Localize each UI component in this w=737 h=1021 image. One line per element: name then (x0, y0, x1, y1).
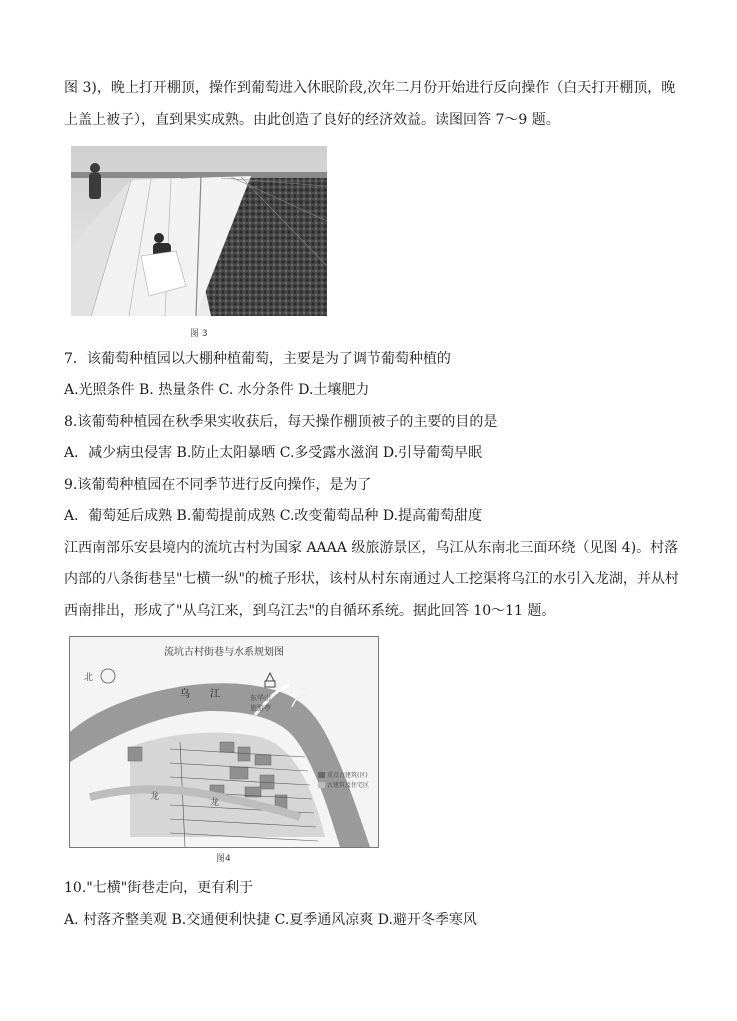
figure-4-caption: 图4 (216, 854, 231, 864)
legend-key-buildings: 重点古建筑(区) (327, 772, 368, 779)
question-8-stem: 8.该葡萄种植园在秋季果实收获后，每天操作棚顶被子的主要的目的是 (64, 414, 498, 430)
north-label: 北 (84, 673, 94, 683)
passage-2-line-3: 西南排出，形成了"从乌江来，到乌江去"的自循环系统。据此回答 10～11 题。 (64, 603, 556, 619)
passage-2-line-2: 内部的八条街巷呈"七横一纵"的梳子形状，该村从村东南通过人工挖渠将乌江的水引入龙湖，并从村 (64, 571, 679, 587)
intro-line-1: 图 3)，晚上打开棚顶，操作到葡萄进入休眠阶段,次年二月份开始进行反向操作（白天打开棚顶，晚 (64, 80, 676, 96)
legend-residential: 古建筑及住宅区 (327, 782, 370, 789)
question-9-stem: 9.该葡萄种植园在不同季节进行反向操作，是为了 (64, 477, 372, 493)
figure-3-caption: 图 3 (190, 329, 208, 339)
question-9-options: A．葡萄延后成熟 B.葡萄提前成熟 C.改变葡萄品种 D.提高葡萄甜度 (64, 508, 483, 524)
question-10-options: A. 村落齐整美观 B.交通便利快捷 C.夏季通风凉爽 D.避开冬季寒风 (64, 912, 477, 928)
river-label: 乌 江 (180, 689, 220, 700)
greenhouse-photo (71, 146, 327, 316)
question-7-options: A.光照条件 B. 热量条件 C. 水分条件 D.土壤肥力 (64, 382, 370, 398)
question-7-stem: 7．该葡萄种植园以大棚种植葡萄，主要是为了调节葡萄种植的 (64, 351, 451, 367)
question-8-options: A．减少病虫侵害 B.防止太阳暴晒 C.多受露水滋润 D.引导葡萄早眠 (64, 445, 483, 461)
lake-label-2: 龙 (210, 798, 220, 808)
intro-line-2: 上盖上被子），直到果实成熟。由此创造了良好的经济效益。读图回答 7～9 题。 (64, 112, 560, 128)
passage-2-line-1: 江西南部乐安县境内的流坑古村为国家 AAAA 级旅游景区，乌江从东南北三面环绕（见图 4)。村落 (64, 540, 679, 556)
landmark-label: 东华山 旅游亭 (250, 694, 271, 712)
village-map (69, 636, 379, 848)
map-title: 流坑古村街巷与水系规划图 (164, 647, 284, 658)
question-10-stem: 10."七横"街巷走向，更有利于 (64, 880, 254, 896)
lake-label-1: 龙 (150, 792, 160, 802)
